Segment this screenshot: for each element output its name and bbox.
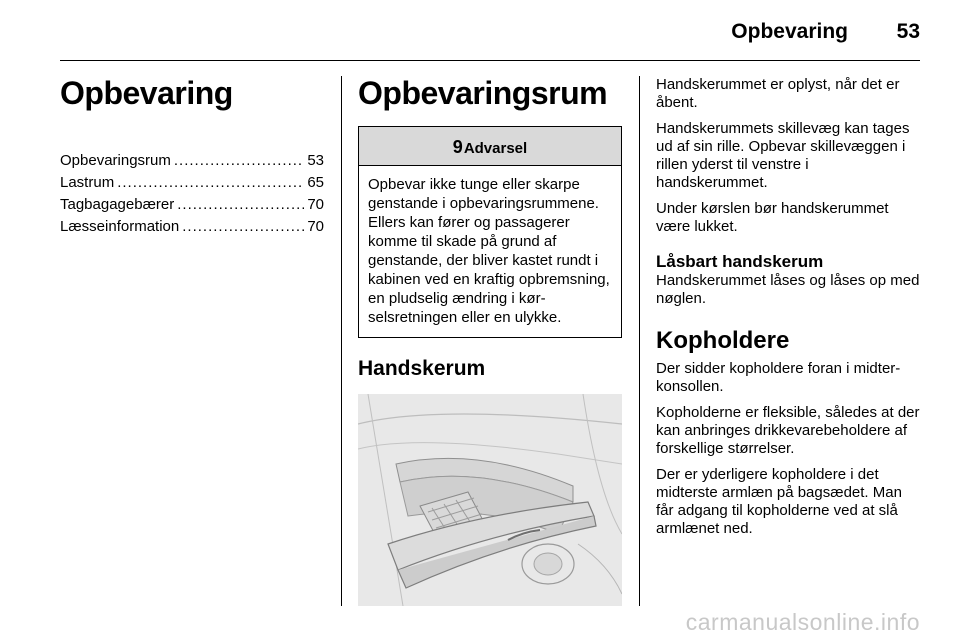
- paragraph: Kopholderne er fleksible, således at der kan anbringes drikkevarebeholdere af forskellige størrelser.: [656, 404, 920, 457]
- lockable-glovebox-heading: Låsbart handskerum: [656, 252, 824, 271]
- paragraph: Der sidder kopholdere foran i midterkonsollen.: [656, 360, 901, 395]
- header-divider: [60, 60, 920, 61]
- storage-section-column: [358, 74, 622, 606]
- toc-entry-label: Tagbagagebærer: [60, 196, 175, 213]
- toc-entry-page: 70: [307, 218, 324, 235]
- toc-leader-dots: [177, 194, 304, 216]
- toc-entry-label: Læsseinformation: [60, 218, 180, 235]
- table-of-contents: [60, 150, 324, 238]
- paragraph: Handskerummet er oplyst, når det er åbent.: [656, 76, 900, 111]
- chapter-title: Opbevaring: [60, 75, 233, 111]
- toc-entry-page: 65: [307, 174, 324, 191]
- toc-entry[interactable]: [60, 194, 324, 216]
- chapter-column: [60, 74, 324, 238]
- running-header-title: Opbevaring: [731, 20, 848, 43]
- warning-header: [359, 127, 621, 166]
- glovebox-drawing: [358, 394, 622, 606]
- paragraph: Der er yderligere kopholdere i det midterste armlæn på bagsædet. Man får adgang til kopholderne ved at slå armlænet ned.: [656, 466, 902, 537]
- warning-icon: 9: [452, 137, 463, 157]
- toc-entry-page: 53: [307, 152, 324, 169]
- section-title: Opbevaringsrum: [358, 75, 608, 111]
- column-divider-right: [639, 76, 640, 606]
- toc-leader-dots: [117, 172, 304, 194]
- toc-leader-dots: [182, 216, 304, 238]
- cupholders-heading: Kopholdere: [656, 327, 790, 354]
- paragraph: Handskerummets skillevæg kan tages ud af sin rille. Opbevar skillevæggen i rillen yderst til venstre i handskerummet.: [656, 120, 910, 191]
- warning-box: [358, 126, 622, 338]
- toc-entry-page: 70: [307, 196, 324, 213]
- toc-entry-label: Lastrum: [60, 174, 115, 191]
- glovebox-illustration: [358, 394, 622, 606]
- warning-text: Opbevar ikke tunge eller skarpe genstande i opbevaringsrummene. Ellers kan fører og passagerer komme til skade på grund af genstande, der bliver kastet rundt i kabinen ved en kraftig opbremsning, en pludselig ændring i kørselsretningen eller en ulykke.: [368, 176, 610, 326]
- paragraph: Under kørslen bør handskerummet være lukket.: [656, 200, 889, 235]
- glovebox-heading: Handskerum: [358, 357, 486, 380]
- page-number: 53: [896, 20, 920, 43]
- warning-title: Advarsel: [463, 140, 528, 157]
- toc-entry[interactable]: [60, 172, 324, 194]
- toc-leader-dots: [174, 150, 304, 172]
- column-divider-left: [341, 76, 342, 606]
- watermark: carmanualsonline.info: [685, 609, 920, 635]
- toc-entry-label: Opbevaringsrum: [60, 152, 171, 169]
- toc-entry[interactable]: [60, 150, 324, 172]
- toc-entry[interactable]: [60, 216, 324, 238]
- text-column: [656, 76, 922, 546]
- paragraph: Handskerummet låses og låses op med nøglen.: [656, 272, 920, 307]
